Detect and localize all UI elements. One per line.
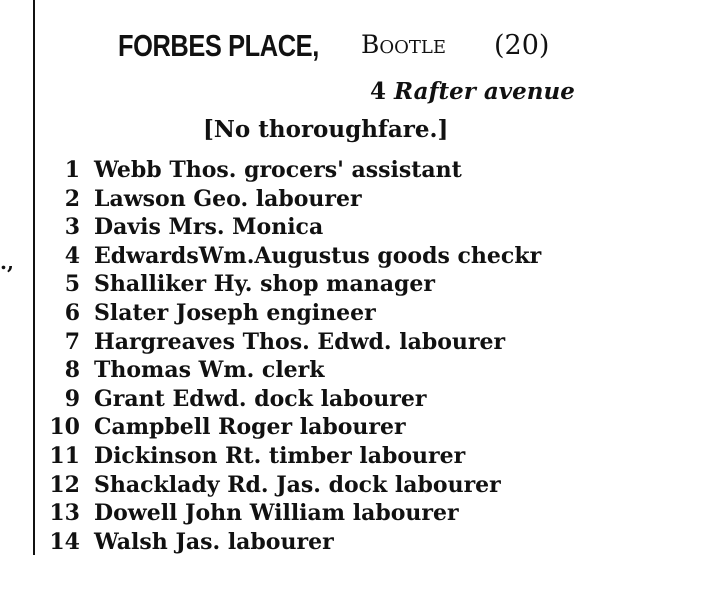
- entry-number: 7: [64, 328, 80, 355]
- house-count: (20): [494, 30, 550, 61]
- entry-number: 3: [64, 214, 80, 241]
- list-item: [44, 242, 541, 271]
- entry-text: Dickinson Rt. timber labourer: [94, 442, 466, 469]
- entry-number: 8: [64, 357, 80, 384]
- adjoining-street: [370, 78, 575, 105]
- entry-number: 9: [64, 385, 80, 412]
- entry-text: Campbell Roger labourer: [94, 414, 406, 441]
- column-rule: [33, 0, 35, 555]
- list-item: [44, 413, 541, 442]
- entry-text: Davis Mrs. Monica: [94, 214, 324, 241]
- list-item: [44, 299, 541, 328]
- list-item: [44, 356, 541, 385]
- list-item: [44, 185, 541, 214]
- list-item: [44, 471, 541, 500]
- adjoining-name: Rafter avenue: [394, 78, 575, 105]
- adjoining-number: 4: [370, 78, 387, 105]
- entry-number: 6: [64, 299, 80, 326]
- entry-text: EdwardsWm.Augustus goods checkr: [94, 242, 542, 269]
- margin-fragment: .,: [0, 250, 14, 274]
- entry-text: Grant Edwd. dock labourer: [94, 385, 427, 412]
- list-item: [44, 213, 541, 242]
- list-item: [44, 328, 541, 357]
- entry-number: 2: [64, 185, 80, 212]
- street-name: FORBES PLACE,: [118, 28, 319, 63]
- entry-text: Slater Joseph engineer: [94, 299, 376, 326]
- list-item: [44, 385, 541, 414]
- entry-number: 10: [49, 414, 80, 441]
- list-item: [44, 528, 541, 557]
- entry-number: 11: [49, 442, 80, 469]
- entry-number: 12: [49, 471, 80, 498]
- entry-text: Hargreaves Thos. Edwd. labourer: [94, 328, 506, 355]
- entry-number: 4: [64, 242, 80, 269]
- street-heading: [118, 28, 363, 64]
- list-item: [44, 156, 541, 185]
- entry-text: Shacklady Rd. Jas. dock labourer: [94, 471, 501, 498]
- entry-number: 5: [64, 271, 80, 298]
- entry-number: 13: [49, 500, 80, 527]
- list-item: [44, 270, 541, 299]
- entry-text: Webb Thos. grocers' assistant: [94, 157, 462, 183]
- entry-text: Shalliker Hy. shop manager: [94, 271, 435, 298]
- town-name: Bootle: [361, 30, 446, 59]
- entry-number: 14: [49, 528, 80, 555]
- entry-text: Dowell John William labourer: [94, 500, 459, 527]
- list-item: [44, 499, 541, 528]
- thoroughfare-note: [No thoroughfare.]: [203, 116, 449, 143]
- list-item: [44, 442, 541, 471]
- entry-text: Walsh Jas. labourer: [94, 528, 334, 555]
- entry-text: Thomas Wm. clerk: [94, 357, 325, 384]
- entry-number: 1: [64, 157, 80, 183]
- entry-text: Lawson Geo. labourer: [94, 185, 362, 212]
- resident-list: [44, 156, 541, 556]
